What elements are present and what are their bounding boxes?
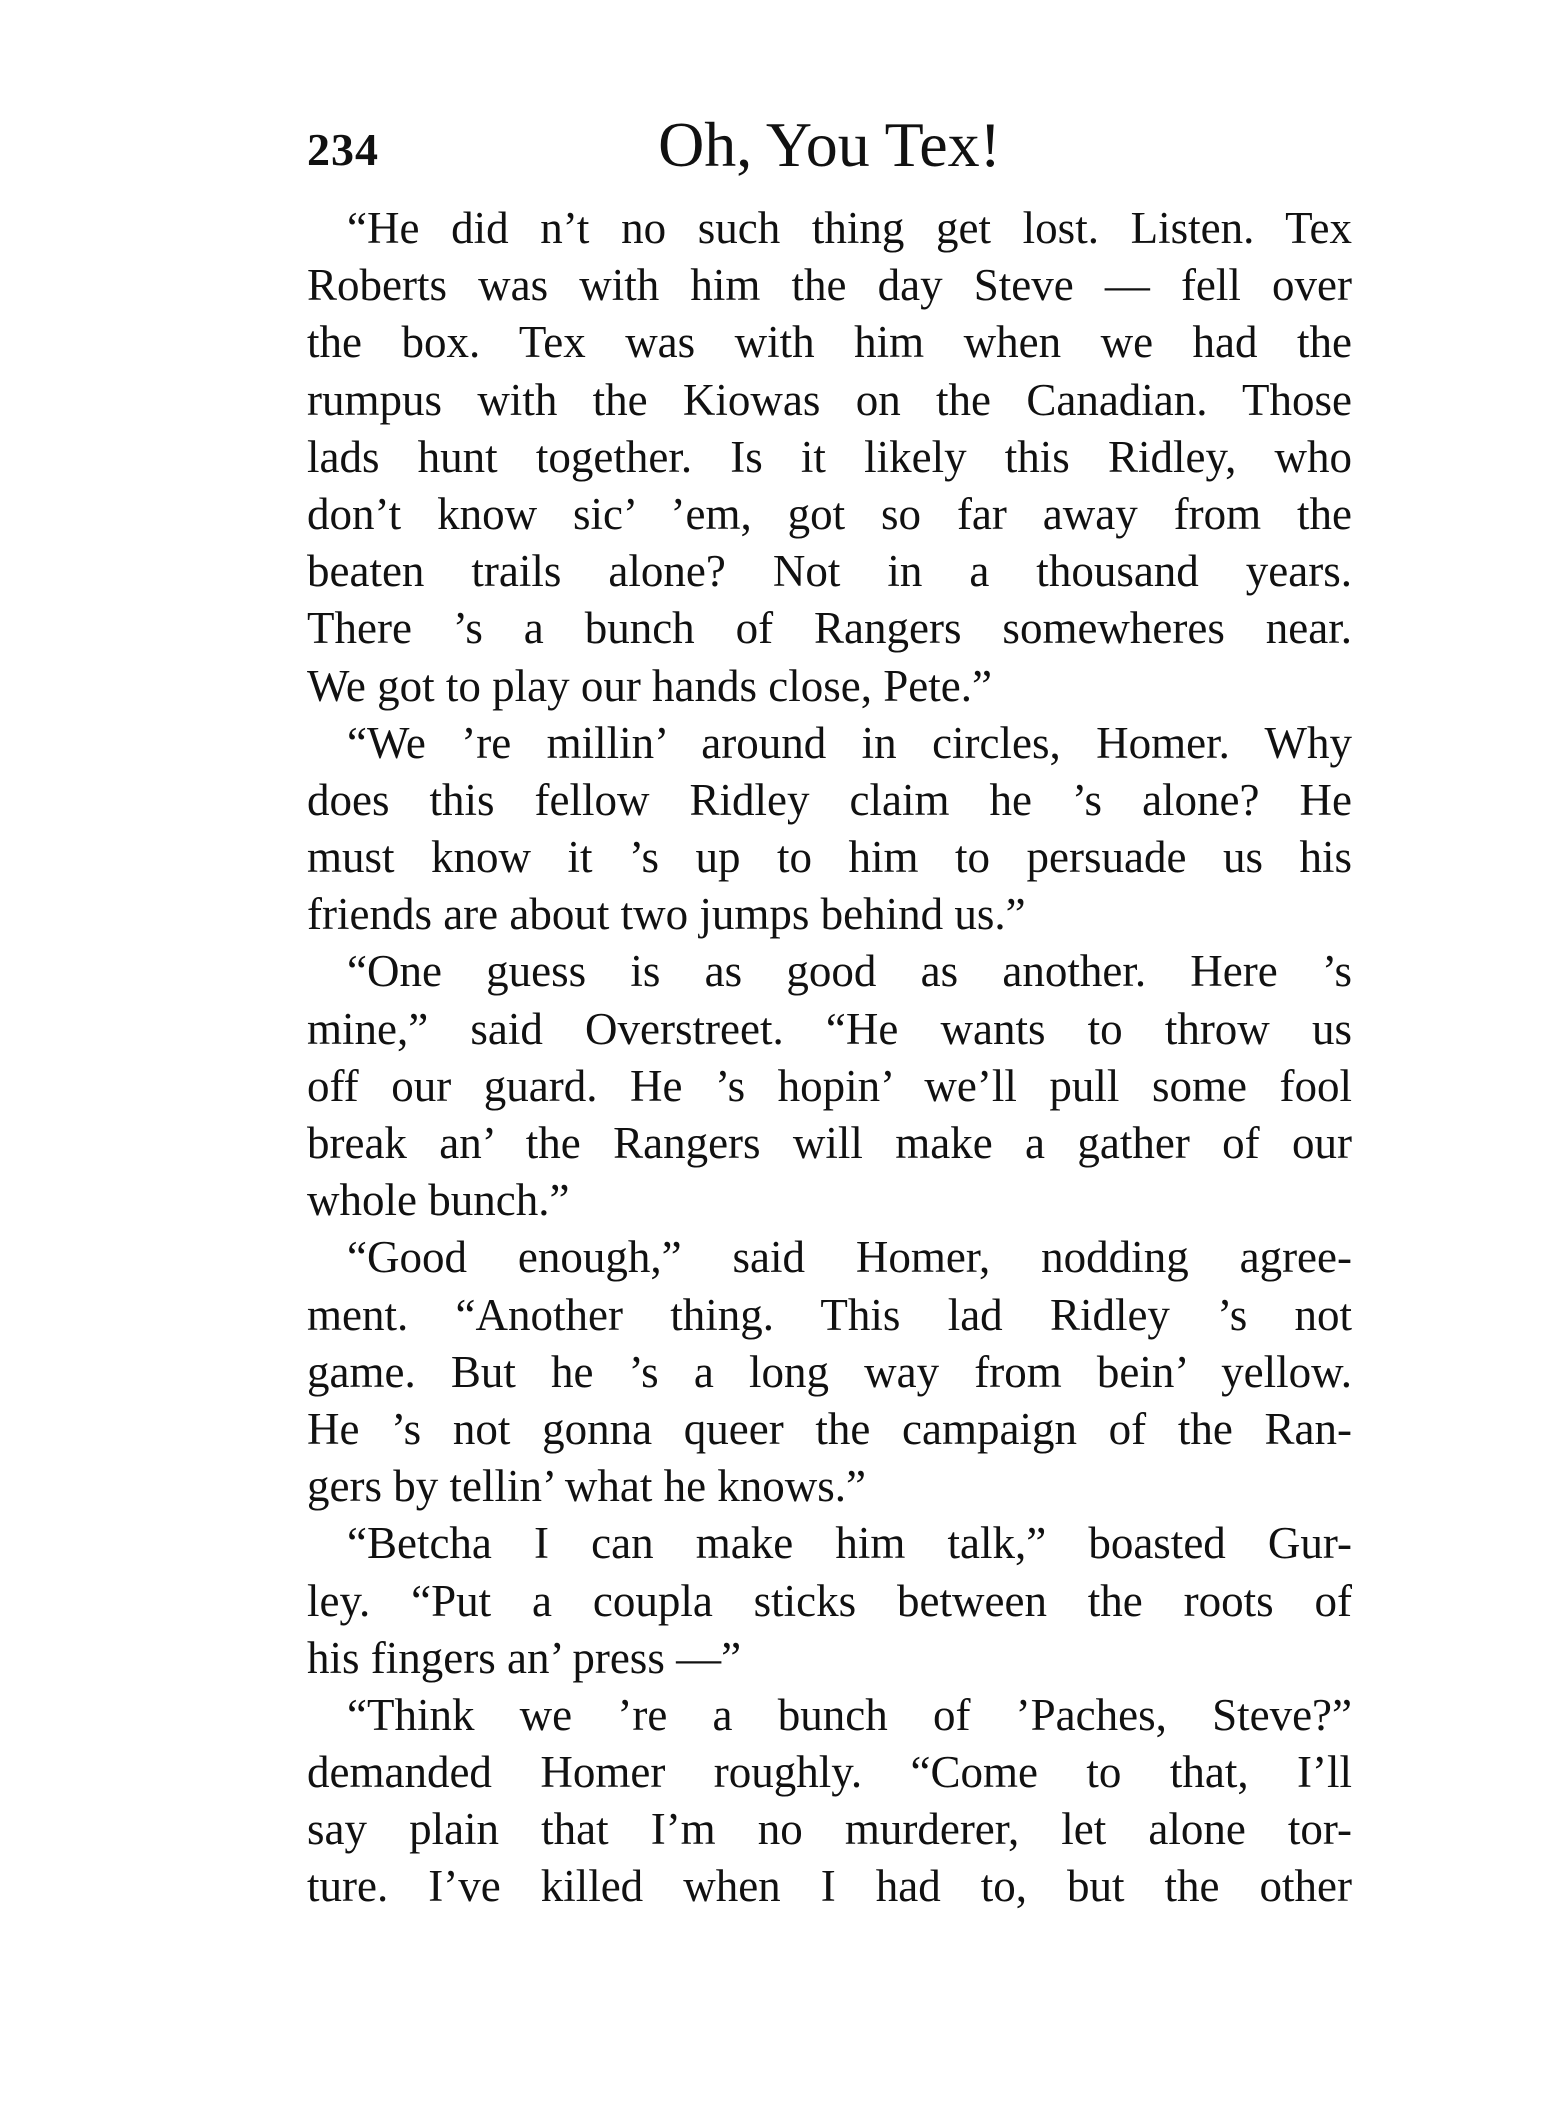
text-line: demanded Homer roughly. “Come to that, I’ll xyxy=(307,1747,1352,1798)
text-line: “One guess is as good as another. Here ’s xyxy=(347,946,1352,997)
text-line: must know it ’s up to him to persuade us his xyxy=(307,832,1352,883)
text-line: “Good enough,” said Homer, nodding agree- xyxy=(347,1232,1352,1283)
text-line: his fingers an’ press —” xyxy=(307,1632,742,1683)
page-number: 234 xyxy=(307,124,379,175)
text-line: beaten trails alone? Not in a thousand years. xyxy=(307,546,1352,597)
text-line: “He did n’t no such thing get lost. Listen. Tex xyxy=(347,203,1352,253)
text-line: gers by tellin’ what he knows.” xyxy=(307,1461,867,1512)
text-line: “Think we ’re a bunch of ’Paches, Steve?” xyxy=(347,1689,1352,1740)
text-line: “We ’re millin’ around in circles, Homer. Why xyxy=(347,717,1352,768)
text-line: rumpus with the Kiowas on the Canadian. Those xyxy=(307,374,1352,425)
running-title: Oh, You Tex! xyxy=(658,109,1001,180)
body-text xyxy=(307,200,1352,1916)
text-line: “Betcha I can make him talk,” boasted Gur- xyxy=(347,1518,1352,1569)
text-line: whole bunch.” xyxy=(307,1175,570,1226)
text-line: say plain that I’m no murderer, let alone tor- xyxy=(307,1804,1352,1855)
text-line: game. But he ’s a long way from bein’ yellow. xyxy=(307,1346,1352,1397)
text-line: ture. I’ve killed when I had to, but the other xyxy=(307,1861,1352,1912)
text-line: lads hunt together. Is it likely this Ridley, who xyxy=(307,431,1352,482)
text-line: the box. Tex was with him when we had the xyxy=(307,317,1352,368)
text-line: mine,” said Overstreet. “He wants to throw us xyxy=(307,1003,1352,1054)
text-line: friends are about two jumps behind us.” xyxy=(307,889,1026,940)
text-line: ment. “Another thing. This lad Ridley ’s not xyxy=(307,1289,1352,1340)
text-line: break an’ the Rangers will make a gather of our xyxy=(307,1118,1352,1168)
text-line: Roberts was with him the day Steve — fell over xyxy=(307,260,1352,311)
text-line: He ’s not gonna queer the campaign of the Ran- xyxy=(307,1403,1352,1454)
text-line: off our guard. He ’s hopin’ we’ll pull some fool xyxy=(307,1060,1352,1111)
text-line: does this fellow Ridley claim he ’s alone? He xyxy=(307,774,1352,825)
text-line: There ’s a bunch of Rangers somewheres near. xyxy=(307,603,1352,654)
text-line: ley. “Put a coupla sticks between the roots of xyxy=(307,1575,1352,1626)
text-line: We got to play our hands close, Pete.” xyxy=(307,660,992,711)
text-line: don’t know sic’ ’em, got so far away from the xyxy=(307,488,1352,539)
page-header xyxy=(307,105,1352,185)
